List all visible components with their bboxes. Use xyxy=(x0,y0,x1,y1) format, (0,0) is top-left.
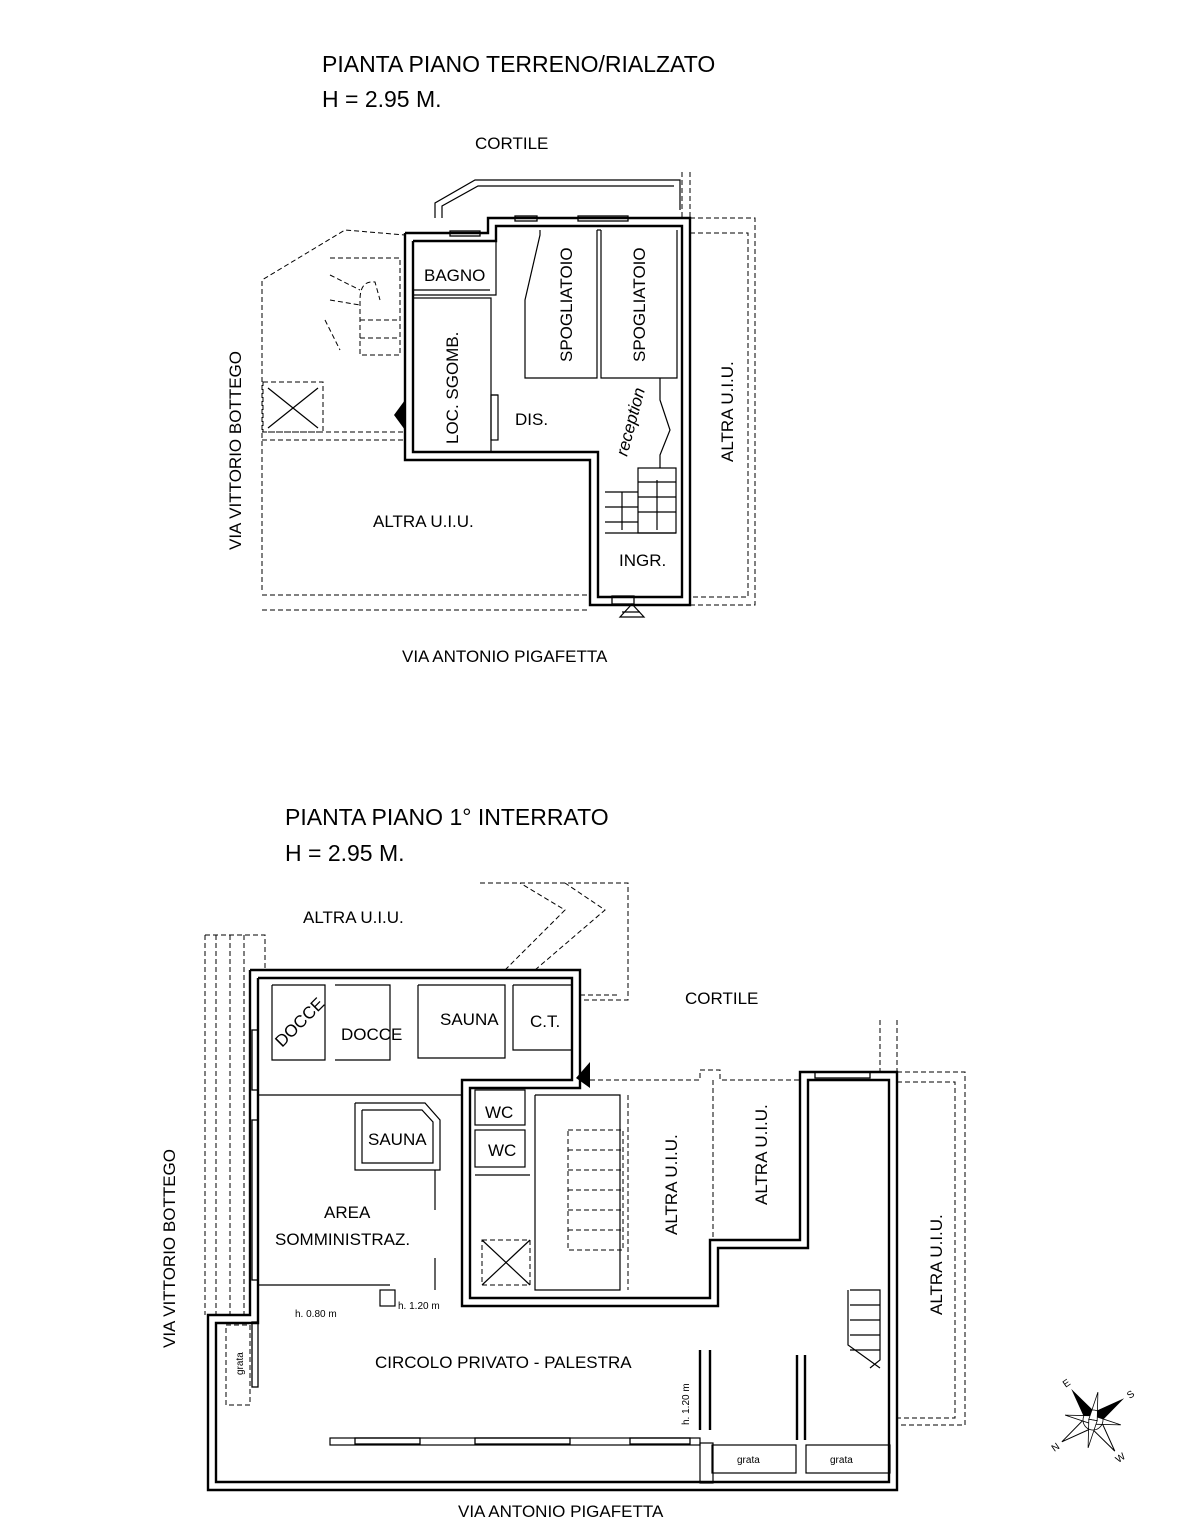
note-h120b: h. 1.20 m xyxy=(681,1383,692,1425)
label-cortile-basement: CORTILE xyxy=(685,989,759,1008)
basement-height: H = 2.95 M. xyxy=(285,840,405,866)
label-ingr: INGR. xyxy=(619,551,667,570)
basement-title: PIANTA PIANO 1° INTERRATO xyxy=(285,804,609,830)
label-spogliatoio-2: SPOGLIATOIO xyxy=(630,247,649,362)
label-sauna-2: SAUNA xyxy=(368,1130,427,1149)
note-h080: h. 0.80 m xyxy=(295,1309,337,1320)
label-cortile-north: CORTILE xyxy=(475,134,549,153)
label-via-pigafetta-1: VIA ANTONIO PIGAFETTA xyxy=(402,647,608,666)
label-palestra: CIRCOLO PRIVATO - PALESTRA xyxy=(375,1353,632,1372)
label-altra-uiu-3: ALTRA U.I.U. xyxy=(927,1214,946,1315)
ground-floor-title: PIANTA PIANO TERRENO/RIALZATO xyxy=(322,51,716,77)
label-via-pigafetta-2: VIA ANTONIO PIGAFETTA xyxy=(458,1502,664,1521)
label-docce-1: DOCCE xyxy=(271,993,329,1051)
label-wc-1: WC xyxy=(485,1103,514,1122)
label-via-vittorio-bottego-2: VIA VITTORIO BOTTEGO xyxy=(160,1149,179,1348)
label-sauna-1: SAUNA xyxy=(440,1010,499,1029)
label-altra-uiu-east: ALTRA U.I.U. xyxy=(718,361,737,462)
ground-floor-plan xyxy=(226,51,755,666)
label-ct: C.T. xyxy=(530,1012,561,1031)
compass-label-w: W xyxy=(1113,1451,1128,1466)
basement-floor-plan xyxy=(160,804,965,1521)
compass-label-e: E xyxy=(1061,1377,1073,1391)
compass-rose-icon xyxy=(1023,1351,1163,1492)
label-altra-uiu-1: ALTRA U.I.U. xyxy=(662,1134,681,1235)
label-altra-uiu-north: ALTRA U.I.U. xyxy=(303,908,404,927)
compass-label-n: N xyxy=(1049,1441,1062,1455)
label-docce-2: DOCCE xyxy=(341,1025,403,1044)
label-loc-sgomb: LOC. SGOMB. xyxy=(443,331,462,444)
note-h120a: h. 1.20 m xyxy=(398,1301,440,1312)
label-reception: reception xyxy=(612,385,649,459)
label-spogliatoio-1: SPOGLIATOIO xyxy=(557,247,576,362)
label-altra-uiu-south: ALTRA U.I.U. xyxy=(373,512,474,531)
basement-context xyxy=(205,883,965,1425)
ground-floor-height: H = 2.95 M. xyxy=(322,86,442,112)
label-area: AREA xyxy=(324,1203,371,1222)
label-via-vittorio-bottego-1: VIA VITTORIO BOTTEGO xyxy=(226,351,245,550)
label-wc-2: WC xyxy=(488,1141,517,1160)
label-altra-uiu-2: ALTRA U.I.U. xyxy=(752,1104,771,1205)
note-grata-2: grata xyxy=(737,1455,760,1466)
note-grata-1: grata xyxy=(235,1352,246,1375)
label-dis: DIS. xyxy=(515,410,549,429)
label-bagno: BAGNO xyxy=(424,266,486,285)
compass-label-s: S xyxy=(1125,1388,1137,1402)
label-somministraz: SOMMINISTRAZ. xyxy=(275,1230,411,1249)
note-grata-3: grata xyxy=(830,1455,853,1466)
